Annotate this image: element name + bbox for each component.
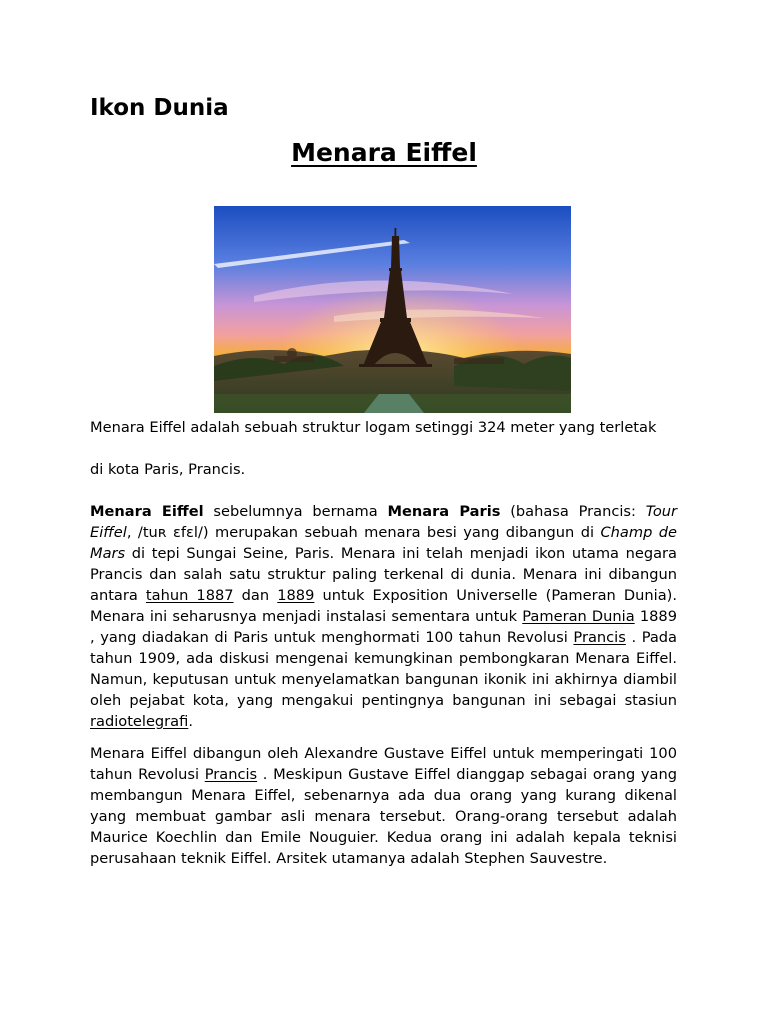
link-radiotelegrafi[interactable]: radiotelegrafi: [90, 713, 189, 730]
document-title: Menara Eiffel: [291, 138, 477, 167]
document-heading: Ikon Dunia: [90, 95, 229, 121]
link-pameran-dunia[interactable]: Pameran Dunia: [522, 608, 635, 625]
paragraph-builders: Menara Eiffel dibangun oleh Alexandre Gustave Eiffel untuk memperingati 100 tahun Revolusi Prancis . Meskipun Gustave Eiffel dianggap sebagai orang yang membangun Menara Eiffel, sebenarnya ada dua orang yang kurang dikenal yang membuat gambar asli menara tersebut. Orang-orang tersebut adalah Maurice Koechlin dan Emile Nouguier. Kedua orang ini adalah kepala teknisi perusahaan teknik Eiffel. Arsitek utamanya adalah Stephen Sauvestre.: [90, 745, 677, 867]
link-tahun-1887[interactable]: tahun 1887: [145, 587, 234, 604]
link-prancis-2[interactable]: Prancis: [204, 766, 258, 783]
paragraph-history: Menara Eiffel sebelumnya bernama Menara Paris (bahasa Prancis: Tour Eiffel, /tuʀ ɛfɛl/) merupakan sebuah menara besi yang dibangun di Champ de Mars di tepi Sungai Seine, Paris. Menara ini telah menjadi ikon utama negara Prancis dan salah satu struktur paling terkenal di dunia. Menara ini dibangun antara tahun 1887 dan 1889 untuk Exposition Universelle (Pameran Dunia). Menara ini seharusnya menjadi instalasi sementara untuk Pameran Dunia 1889 , yang diadakan di Paris untuk menghormati 100 tahun Revolusi Prancis . Pada tahun 1909, ada diskusi mengenai kemungkinan pembongkaran Menara Eiffel. Namun, keputusan untuk menyelamatkan bangunan ikonik ini akhirnya diambil oleh pejabat kota, yang mengakui pentingnya bangunan ini sebagai stasiun radiotelegrafi.: [90, 503, 678, 730]
eiffel-tower-sunset-icon: [214, 206, 571, 413]
intro-line-2: di kota Paris, Prancis.: [90, 461, 246, 478]
link-prancis[interactable]: Prancis: [573, 629, 626, 646]
eiffel-tower-photo: [214, 206, 571, 413]
intro-line-1: Menara Eiffel adalah sebuah struktur logam setinggi 324 meter yang terletak: [90, 419, 657, 436]
term-menara-paris: Menara Paris: [387, 503, 501, 520]
link-1889[interactable]: 1889: [277, 587, 315, 604]
term-menara-eiffel: Menara Eiffel: [90, 503, 204, 520]
